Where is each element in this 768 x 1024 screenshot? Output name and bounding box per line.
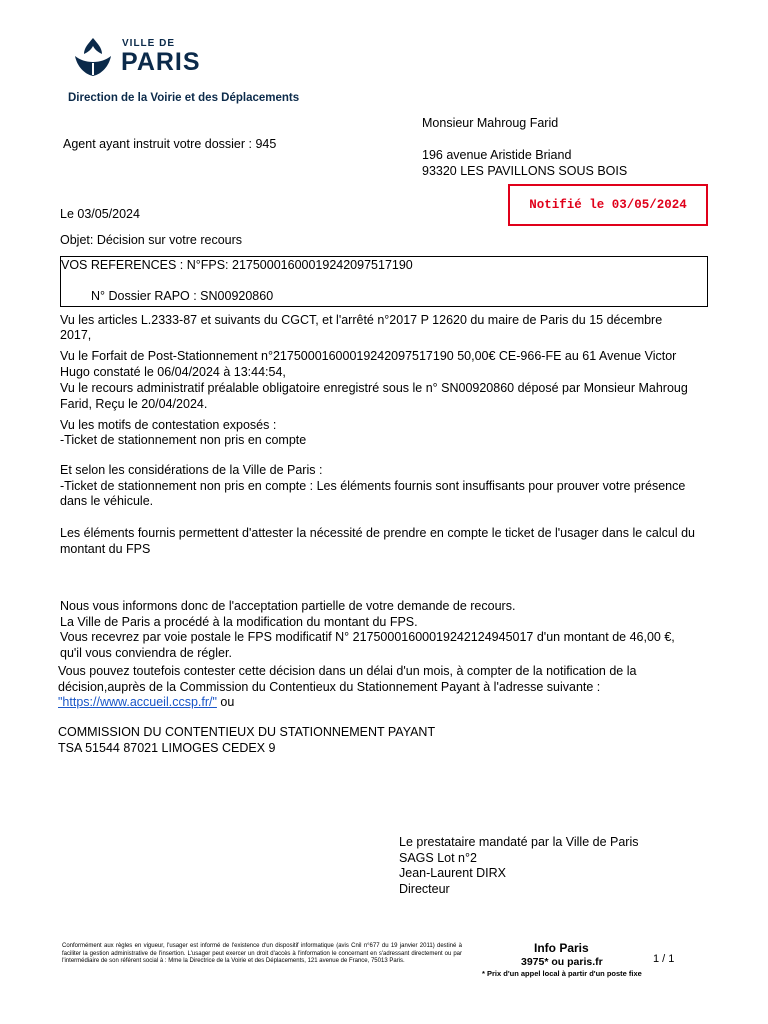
commission-line1: COMMISSION DU CONTENTIEUX DU STATIONNEMENT PAYANT [58, 725, 436, 739]
letter-subject: Objet: Décision sur votre recours [60, 233, 243, 247]
references-box [60, 256, 708, 307]
body-p4-line3: dans le véhicule. [60, 494, 154, 508]
legal-notice: Conformément aux règles en vigueur, l'usager est informé de l'existence d'un dispositif informatique (avis Cnil n°677 du 19 janvier 2011) destiné à faciliter la gestion administrative de l'insertion. L'usager peut exercer un droit d'accès à l'information le concernant en s'adressant directement ou par l'intermédiaire de son référent social à : Mme la Directrice de la Voirie et des Déplacements, 121 avenue de France, 75013 Paris. [62, 943, 462, 964]
body-p2-line1: Vu le Forfait de Post-Stationnement n°21750001600019242097517190 50,00€ CE-966-FE au 61 Avenue Victor [60, 349, 677, 363]
recipient-city: 93320 LES PAVILLONS SOUS BOIS [422, 164, 628, 178]
commission-line2: TSA 51544 87021 LIMOGES CEDEX 9 [58, 741, 276, 755]
info-paris-note: * Prix d'un appel local à partir d'un poste fixe [482, 969, 642, 978]
info-paris-phone: 3975* ou paris.fr [521, 956, 603, 968]
body-p7-line3 [58, 694, 234, 710]
department-name: Direction de la Voirie et des Déplacements [68, 92, 300, 104]
body-p7-line1: Vous pouvez toutefois contester cette décision dans un délai d'un mois, à compter de la notification de la [58, 664, 637, 678]
recipient-name: Monsieur Mahroug Farid [422, 116, 559, 130]
body-p2-line3: Vu le recours administratif préalable obligatoire enregistré sous le n° SN00920860 déposé par Monsieur Mahroug [60, 381, 688, 395]
signature-line2: SAGS Lot n°2 [399, 851, 477, 865]
body-p7-line2: décision,auprès de la Commission du Contentieux du Stationnement Payant à l'adresse suivante : [58, 680, 601, 694]
letter-date: Le 03/05/2024 [60, 207, 140, 221]
page-number: 1 / 1 [653, 953, 675, 965]
body-p3-line1: Vu les motifs de contestation exposés : [60, 418, 277, 432]
ville-de-paris-logo [70, 32, 220, 82]
recipient-street: 196 avenue Aristide Briand [422, 148, 572, 162]
body-p4-line2: -Ticket de stationnement non pris en compte : Les éléments fournis sont insuffisants pour prouver votre présence [60, 479, 686, 493]
body-p1-line1: Vu les articles L.2333-87 et suivants du CGCT, et l'arrêté n°2017 P 12620 du maire de Paris du 15 décembre [60, 313, 663, 327]
fps-reference: VOS REFERENCES : N°FPS: 21750001600019242097517190 [61, 258, 413, 272]
logo-paris-text: PARIS [121, 48, 201, 76]
ccsp-link[interactable]: "https://www.accueil.ccsp.fr/" [58, 695, 217, 709]
link-suffix: ou [216, 695, 235, 709]
body-p6-line2: La Ville de Paris a procédé à la modification du montant du FPS. [60, 615, 418, 629]
body-p6-line4: qu'il vous conviendra de régler. [60, 646, 232, 660]
notification-stamp: Notifié le 03/05/2024 [508, 184, 708, 226]
body-p2-line2: Hugo constaté le 06/04/2024 à 13:44:54, [60, 365, 286, 379]
body-p1-line2: 2017, [60, 328, 92, 342]
body-p6-line3: Vous recevrez par voie postale le FPS modificatif N° 21750001600019242124945017 d'un montant de 46,00 €, [60, 630, 675, 644]
logo-ville-text: VILLE DE [122, 38, 176, 49]
body-p4-line1: Et selon les considérations de la Ville de Paris : [60, 463, 323, 477]
signature-line4: Directeur [399, 882, 450, 896]
body-p5-line1: Les éléments fournis permettent d'attester la nécessité de prendre en compte le ticket de l'usager dans le calcul du [60, 526, 695, 540]
signature-line3: Jean-Laurent DIRX [399, 866, 507, 880]
rapo-reference: N° Dossier RAPO : SN00920860 [91, 289, 274, 303]
signature-line1: Le prestataire mandaté par la Ville de Paris [399, 835, 639, 849]
agent-line: Agent ayant instruit votre dossier : 945 [63, 137, 277, 151]
body-p3-line2: -Ticket de stationnement non pris en compte [60, 433, 307, 447]
info-paris-title: Info Paris [534, 941, 589, 955]
body-p6-line1: Nous vous informons donc de l'acceptation partielle de votre demande de recours. [60, 599, 516, 613]
body-p5-line2: montant du FPS [60, 542, 151, 556]
paris-ship-icon [70, 34, 116, 80]
body-p2-line4: Farid, Reçu le 20/04/2024. [60, 397, 208, 411]
